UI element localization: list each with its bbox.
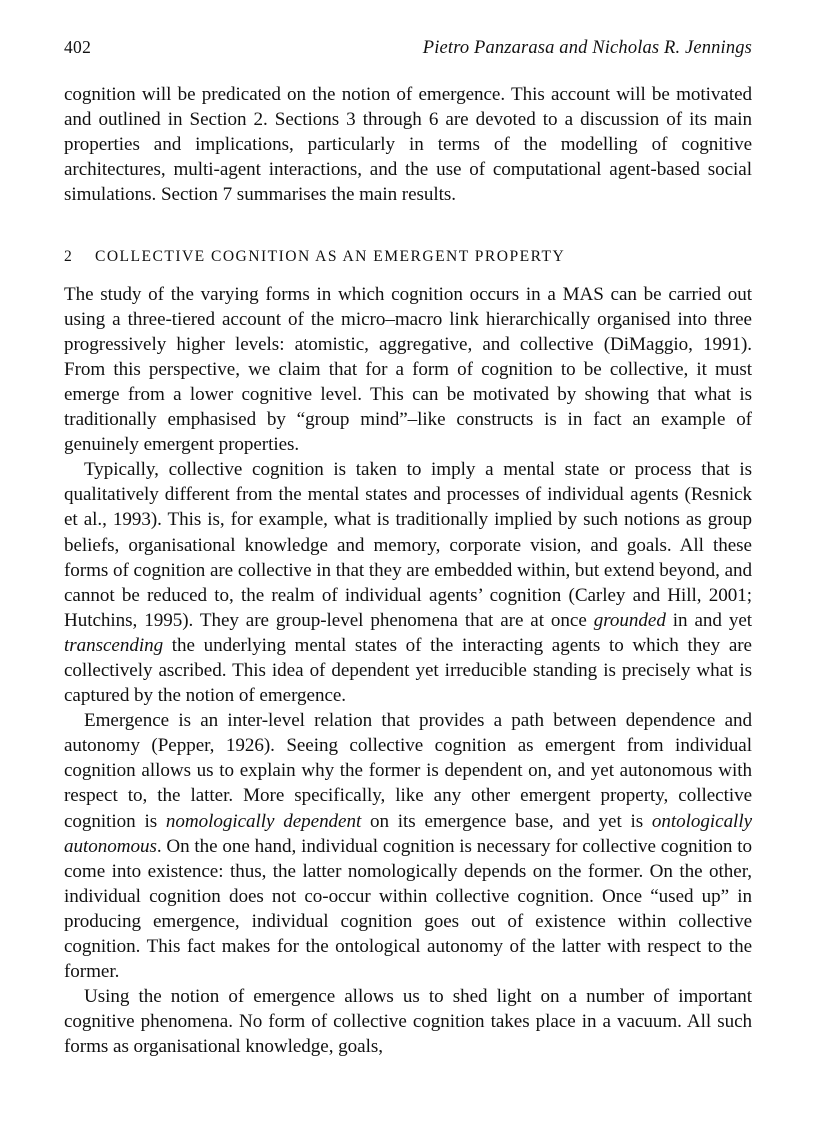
running-head bbox=[64, 37, 752, 61]
paragraph-4-text-a: Emergence is an inter-level relation that provides a path between dependence and autonomy (Pepper, 1926). Seeing collective cognition as emergent from individual cognition allows us to explain why the former is dependent on, and yet autonomous with respect to, the latter. More specifically, like any other emergent property, collective cognition is bbox=[64, 710, 752, 832]
body-text-block bbox=[64, 82, 752, 1059]
paragraph-3-text-a: Typically, collective cognition is taken to imply a mental state or process that is qualitatively different from the mental states and processes of individual agents (Resnick et al., 1993). This is, for example, what is traditionally implied by such notions as group beliefs, organisational knowledge and memory, corporate vision, and goals. All these forms of cognition are collective in that they are embedded within, but extend beyond, and cannot be reduced to, the realm of individual agents’ cognition (Carley and Hill, 2001; Hutchins, 1995). They are group-level phenomena that are at once bbox=[64, 459, 752, 631]
heading-space-above bbox=[64, 207, 752, 244]
paragraph-4 bbox=[64, 708, 752, 984]
emphasis-grounded: grounded bbox=[593, 609, 666, 631]
emphasis-transcending: transcending bbox=[64, 634, 164, 656]
paragraph-4-text-c: . On the one hand, individual cognition is necessary for collective cognition to come into existence: thus, the latter nomologically depends on the former. On the other, individual cognition does not co-occur within collective cognition. Once “used up” in producing emergence, individual cognition goes out of existence within collective cognition. This fact makes for the ontological autonomy of the latter with respect to the former. bbox=[64, 835, 752, 983]
paragraph-1: cognition will be predicated on the notion of emergence. This account will be motivated and outlined in Section 2. Sections 3 through 6 are devoted to a discussion of its main properties and implications, particularly in terms of the modelling of cognitive architectures, multi-agent interactions, and the use of computational agent-based social simulations. Section 7 summarises the main results. bbox=[64, 84, 752, 206]
paragraph-2: The study of the varying forms in which cognition occurs in a MAS can be carried out using a three-tiered account of the micro–macro link hierarchically organised into three progressively higher levels: atomistic, aggregative, and collective (DiMaggio, 1991). From this perspective, we claim that for a form of cognition to be collective, it must emerge from a lower cognitive level. This can be motivated by showing that what is traditionally emphasised by “group mind”–like constructs is in fact an example of genuinely emergent properties. bbox=[64, 283, 752, 456]
paragraph-3-text-b: in and yet bbox=[665, 609, 752, 631]
paragraph-4-text-b: on its emergence base, and yet is bbox=[361, 810, 652, 832]
paragraph-3-text-c: the underlying mental states of the interacting agents to which they are collectively ascribed. This idea of dependent yet irreducible standing is precisely what is captured by the notion of emergence. bbox=[64, 634, 752, 707]
section-number: 2 bbox=[64, 248, 72, 266]
section-heading bbox=[64, 244, 752, 269]
running-head-authors: Pietro Panzarasa and Nicholas R. Jennings bbox=[422, 38, 752, 58]
page-number: 402 bbox=[64, 37, 92, 57]
heading-space-below bbox=[64, 270, 752, 282]
emphasis-nomologically-dependent: nomologically dependent bbox=[165, 810, 362, 832]
paragraph-5: Using the notion of emergence allows us to shed light on a number of important cognitive phenomena. No form of collective cognition takes place in a vacuum. All such forms as organisational knowledge, goals, bbox=[64, 986, 752, 1058]
section-title: COLLECTIVE COGNITION AS AN EMERGENT PROPERTY bbox=[95, 248, 566, 266]
paragraph-3 bbox=[64, 457, 752, 708]
emphasis-ontologically-autonomous: ontologically autonomous bbox=[64, 810, 752, 857]
